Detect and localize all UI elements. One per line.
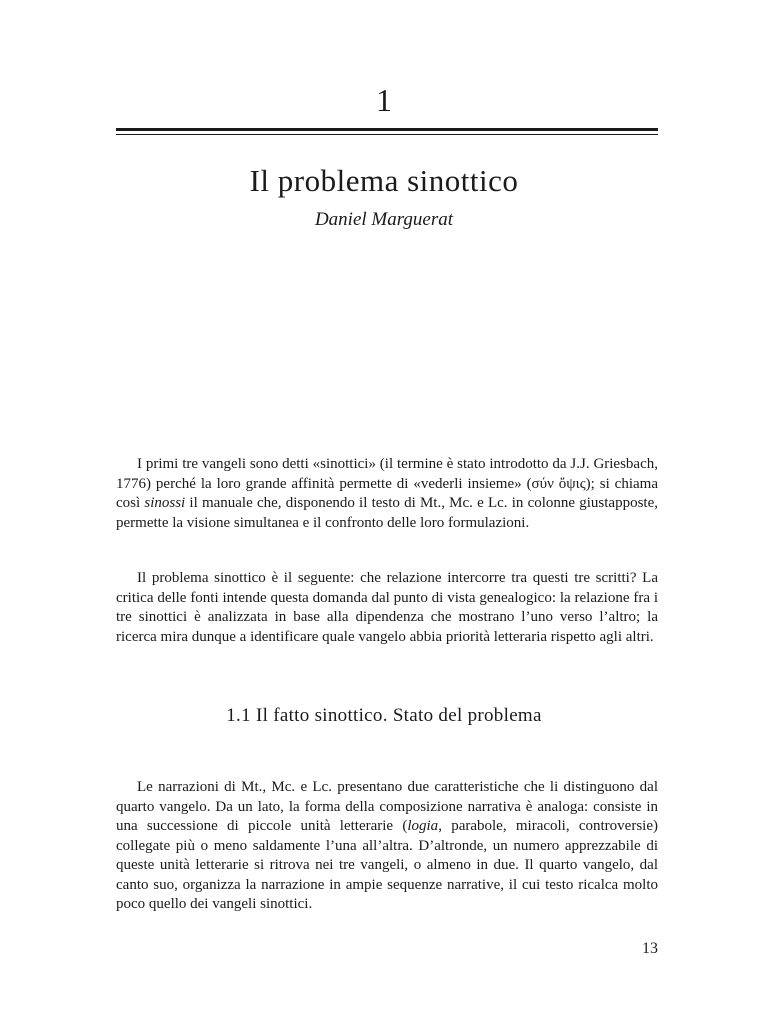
paragraph-text: , parabole, miracoli, controversie) collegate più o meno saldamente l’una all’altra. D’altronde, un numero apprezzabile di queste unità letterarie si ritrova nei tre vangeli, o almeno in due. Il quarto vangelo, dal canto suo, organizza la narrazione in ampie sequenze narrative, il cui testo ricalca molto poco quello dei vangeli sinottici. <box>116 818 658 912</box>
chapter-author: Daniel Marguerat <box>314 209 454 230</box>
term-emphasis: sinossi <box>144 495 186 511</box>
chapter-rule-thin <box>116 134 658 135</box>
paragraph-intro-2: Il problema sinottico è il seguente: che relazione intercorre tra questi tre scritti? La critica delle fonti intende questa domanda dal punto di vista genealogico: la relazione fra i tre sinottici è analizzata in base alla dipendenza che mostrano l’uno verso l’altro; la ricerca mira dunque a identificare quale vangelo abbia priorità letteraria rispetto agli altri. <box>116 570 658 645</box>
paragraph-intro-1 <box>116 455 658 533</box>
paragraph-section-1 <box>116 778 658 915</box>
paragraph-text: Le narrazioni di Mt., Mc. e Lc. presentano due caratteristiche che li distinguono dal quarto vangelo. Da un lato, la forma della composizione narrativa è analoga: consiste in una successione di piccole unità letterarie ( <box>116 779 658 834</box>
term-emphasis: logia <box>407 818 439 834</box>
chapter-number: 1 <box>376 82 392 118</box>
chapter-title: Il problema sinottico <box>249 163 519 198</box>
paragraph-text: il manuale che, disponendo il testo di Mt., Mc. e Lc. in colonne giustapposte, permette la visione simultanea e il confronto delle loro formulazioni. <box>116 495 658 531</box>
page-number: 13 <box>642 940 658 957</box>
paragraph-text: I primi tre vangeli sono detti «sinottici» (il termine è stato introdotto da J.J. Griesbach, 1776) perché la loro grande affinità permette di «vederli insieme» (σύν ὄψις); si chiama così <box>116 456 658 511</box>
section-heading: 1.1 Il fatto sinottico. Stato del problema <box>226 705 542 726</box>
chapter-rule-thick <box>116 128 658 131</box>
